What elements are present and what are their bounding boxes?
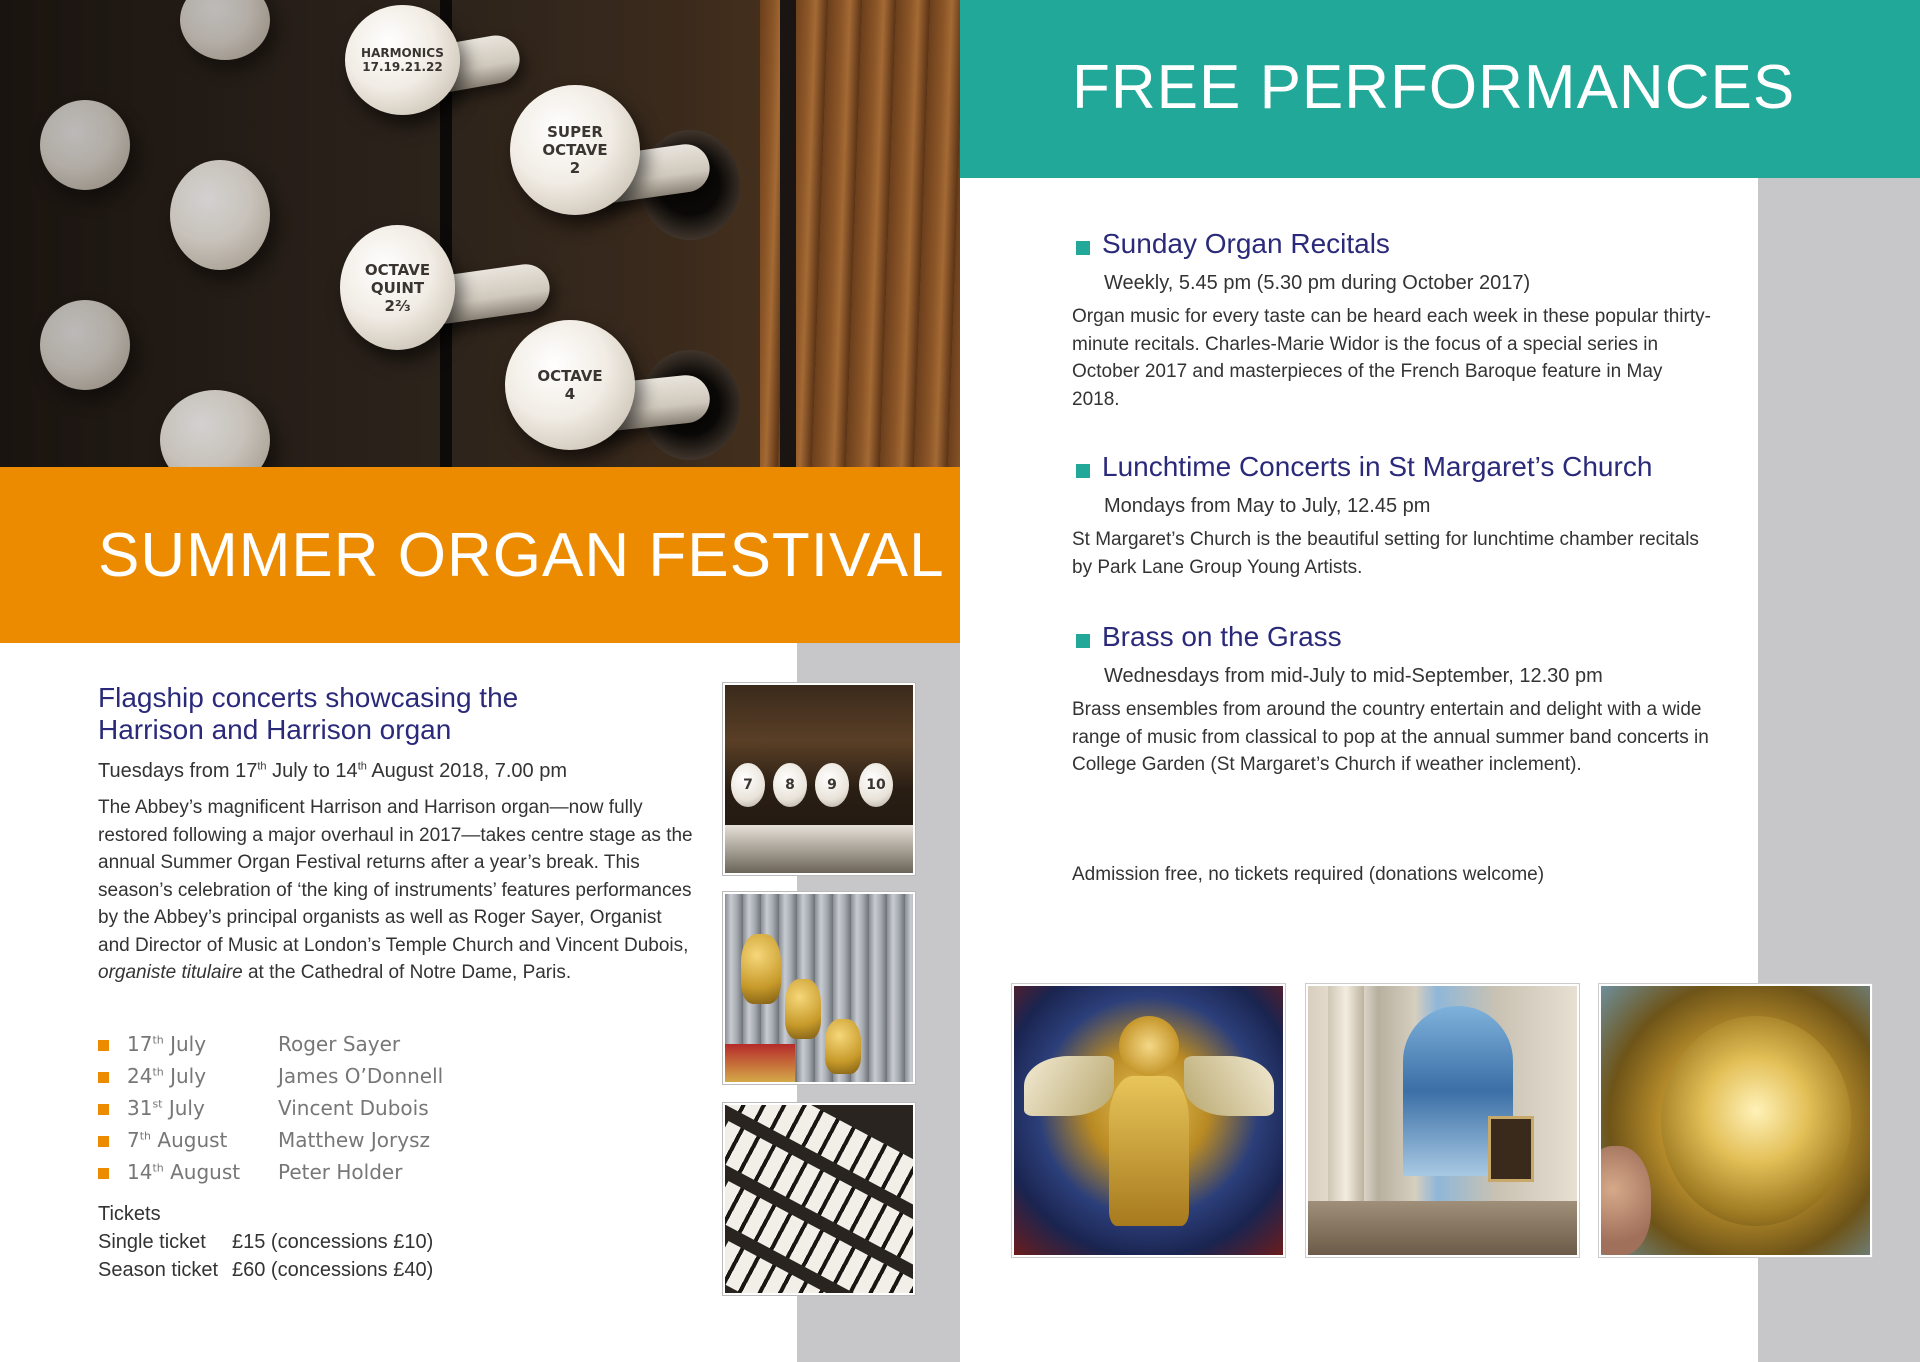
section-sunday-recitals — [1072, 228, 1712, 413]
angel-wing — [1024, 1056, 1114, 1116]
angel-figure — [825, 1019, 861, 1074]
bullet-square — [1076, 241, 1090, 255]
section-heading — [1072, 451, 1712, 491]
church-interior-stained-glass-photo — [1306, 984, 1579, 1257]
section-heading — [1072, 228, 1712, 268]
festival-description: The Abbey’s magnificent Harrison and Harrison organ—now fully restored following a major overhaul in 2017—takes centre stage as the annual Summer Organ Festival returns after a year’s break. This season’s celebration of ‘the king of instruments’ features performances by the Abbey’s principal organists as well as Roger Sayer, Organist and Director of Music at London’s Temple Church and Vincent Dubois, organiste titulaire at the Cathedral of Notre Dame, Paris. — [98, 797, 693, 983]
ticket-price: £60 (concessions £40) — [232, 1259, 434, 1281]
performance-date: 17th July — [127, 1032, 207, 1056]
ticket-label: Single ticket — [98, 1231, 206, 1253]
admission-note: Admission free, no tickets required (donations welcome) — [1072, 864, 1545, 885]
tuba-bell — [1661, 1016, 1851, 1226]
stop-knob-blurred — [180, 0, 270, 60]
organ-stops-hero-photo — [0, 0, 960, 467]
festival-dates: Tuesdays from 17th July to 14th August 2018, 7.00 pm — [98, 760, 568, 782]
bullet-square — [98, 1072, 109, 1083]
bullet-square — [98, 1040, 109, 1051]
stop-knob-blurred — [40, 100, 130, 190]
stop-knob: 9 — [815, 763, 849, 807]
section-description: Organ music for every taste can be heard each week in these popular thirty-minute recitals. Charles-Marie Widor is the focus of a special series in October 2017 and masterpieces of the French Baroque feature in May 2018. — [1072, 306, 1711, 410]
performer-name: Matthew Jorysz — [278, 1128, 431, 1152]
ticket-price: £15 (concessions £10) — [232, 1231, 434, 1253]
ticket-row — [98, 1256, 433, 1284]
section-title: Brass on the Grass — [1102, 621, 1342, 652]
hero-divider-2 — [780, 0, 796, 467]
performance-row — [98, 1126, 518, 1158]
angel-figure — [741, 934, 781, 1004]
musician-face — [1599, 1146, 1651, 1255]
section-schedule: Wednesdays from mid-July to mid-September, 12.30 pm — [1104, 665, 1603, 687]
section-schedule: Mondays from May to July, 12.45 pm — [1104, 495, 1431, 517]
performance-row — [98, 1062, 518, 1094]
performance-date: 7th August — [127, 1128, 228, 1152]
performance-date: 31st July — [127, 1096, 205, 1120]
festival-title: SUMMER ORGAN FESTIVAL — [98, 521, 945, 590]
free-performances-title: FREE PERFORMANCES — [1072, 53, 1796, 122]
stop-knob-blurred — [40, 300, 130, 390]
section-lunchtime-concerts — [1072, 451, 1712, 581]
section-schedule: Weekly, 5.45 pm (5.30 pm during October 2017) — [1104, 272, 1531, 294]
stop-knob-harmonics: HARMONICS 17.19.21.22 — [345, 5, 460, 115]
section-description: St Margaret’s Church is the beautiful setting for lunchtime chamber recitals by Park Lane Group Young Artists. — [1072, 529, 1699, 578]
stop-knob-octave-4: OCTAVE 4 — [505, 320, 635, 450]
stop-knob: 7 — [731, 763, 765, 807]
angel-body — [1109, 1076, 1189, 1226]
performance-row — [98, 1030, 518, 1062]
church-floor — [1308, 1201, 1577, 1255]
bullet-square — [98, 1136, 109, 1147]
ticket-row — [98, 1228, 433, 1256]
section-description: Brass ensembles from around the country entertain and delight with a wide range of music from classical to pop at the annual summer band concerts in College Garden (St Margaret’s Church if weather inclement). — [1072, 699, 1709, 775]
organ-keyboards-photo — [723, 1103, 915, 1295]
ticket-info — [98, 1200, 433, 1284]
performance-list — [98, 1030, 518, 1190]
performer-name: Peter Holder — [278, 1160, 403, 1184]
angel-head — [1119, 1016, 1179, 1076]
performance-row — [98, 1094, 518, 1126]
performance-date: 14th August — [127, 1160, 241, 1184]
ticket-label: Season ticket — [98, 1259, 219, 1281]
bullet-square — [1076, 464, 1090, 478]
bullet-square — [98, 1168, 109, 1179]
festival-subheading: Flagship concerts showcasing the Harrison and Harrison organ — [98, 682, 519, 745]
gilded-base — [725, 1044, 795, 1084]
organ-stop-numbers-photo — [723, 683, 915, 875]
angel-wing — [1184, 1056, 1274, 1116]
gilded-angel-organ-pipes-photo — [723, 892, 915, 1084]
section-heading — [1072, 621, 1712, 661]
stop-knob-super-octave: SUPER OCTAVE 2 — [510, 85, 640, 215]
section-title: Lunchtime Concerts in St Margaret’s Church — [1102, 451, 1653, 482]
performance-date: 24th July — [127, 1064, 207, 1088]
performer-name: Vincent Dubois — [278, 1096, 429, 1120]
stop-knob-blurred — [170, 160, 270, 270]
stop-knob-blurred — [160, 390, 270, 467]
performer-name: James O’Donnell — [278, 1064, 444, 1088]
keyboard-edge — [725, 825, 913, 873]
angel-figure — [785, 979, 821, 1039]
tickets-heading: Tickets — [98, 1203, 161, 1225]
bullet-square — [1076, 634, 1090, 648]
stop-knob-octave-quint: OCTAVE QUINT 2⅔ — [340, 225, 455, 350]
gilded-angel-carving-photo — [1012, 984, 1285, 1257]
section-title: Sunday Organ Recitals — [1102, 228, 1390, 259]
wall-plaque — [1488, 1116, 1534, 1182]
performer-name: Roger Sayer — [278, 1032, 401, 1056]
bullet-square — [98, 1104, 109, 1115]
performance-row — [98, 1158, 518, 1190]
stop-knob: 8 — [773, 763, 807, 807]
stop-knob: 10 — [859, 763, 893, 807]
brass-tuba-player-photo — [1599, 984, 1872, 1257]
section-brass-on-grass — [1072, 621, 1712, 779]
